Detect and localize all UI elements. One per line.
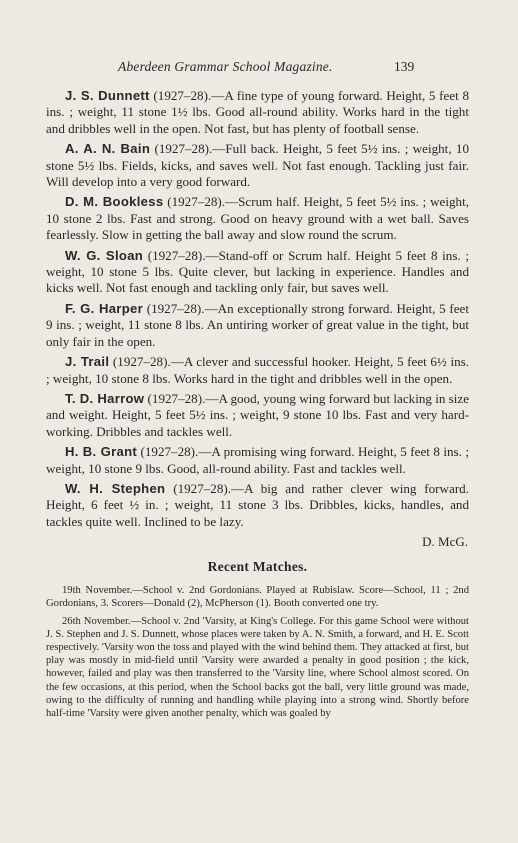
player-description: (1927–28).—Scrum half. Height, 5 feet 5½ ins. ; weight, 10 stone 2 lbs. Fast and strong. Good on heavy ground with a wet ball. Saves fearlessly. Slow in getting the ball away and slow round the scrum. [46,194,469,243]
magazine-title: Aberdeen Grammar School Magazine. [118,59,333,74]
player-entry [46,301,469,350]
player-entry [46,141,469,190]
player-entry [46,391,469,440]
player-name: W. H. Stephen [65,480,166,496]
player-entry [46,88,469,137]
player-entry [46,194,469,243]
player-name: T. D. Harrow [65,390,145,406]
match-reports [46,584,469,720]
player-entry [46,444,469,477]
player-description: (1927–28).—A good, young wing forward but lacking in size and weight. Height, 5 feet 5½ ins. ; weight, 9 stone 10 lbs. Fast and very hard-working. Dribbles and tackles well. [46,390,470,439]
player-description: (1927–28).—A big and rather clever wing forward. Height, 6 feet ½ in. ; weight, 11 stone 3 lbs. Dribbles, kicks, handles, and tackles quite well. Inclined to be lazy. [46,480,469,529]
player-description: (1927–28).—A fine type of young forward. Height, 5 feet 8 ins. ; weight, 11 stone 1½ lbs. Good all-round ability. Works hard in the tight and dribbles well in the open. Not fast, but has plenty of football sense. [46,88,469,136]
section-heading: Recent Matches. [207,559,308,575]
match-report: 26th November.—School v. 2nd 'Varsity, at King's College. For this game School were without J. S. Stephen and J. S. Dunnett, whose places were taken by A. N. Smith, a forward, and H. E. Scott respectively. 'Varsity won the toss and played with the wind behind them. They attacked at first, but play was mostly in mid-field until 'Varsity were awarded a penalty in good position ; the kick, however, failed and play was then transferred to the 'Varsity line, where School almost scored. On the few occasions, at this period, when the School backs got the ball, very little ground was made, owing to the difficulty of running and handling while playing into a strong wind. Shortly before half-time 'Varsity were given another penalty, which was goaled by [46,615,469,719]
player-description: (1927–28).—Full back. Height, 5 feet 5½ ins. ; weight, 10 stone 5½ lbs. Fields, kicks, and saves well. Not fast enough. Tackling just fair. Will develop into a very good forward. [46,141,470,190]
player-name: J. S. Dunnett [65,88,150,103]
player-name: D. M. Bookless [65,194,164,210]
player-description: (1927–28).—A clever and successful hooker. Height, 5 feet 6½ ins. ; weight, 10 stone 8 lbs. Works hard in the tight and dribbles well in the open. [46,354,469,386]
player-description: (1927–28).—An exceptionally strong forward. Height, 5 feet 9 ins. ; weight, 11 stone 8 lbs. An untiring worker of great value in the tight, but only fair in the open. [46,300,469,349]
player-entry [46,248,469,297]
match-report: 19th November.—School v. 2nd Gordonians. Played at Rubislaw. Score—School, 11 ; 2nd Gordonians, 3. Scorers—Donald (2), McPherson (1). Booth converted one try. [46,585,469,610]
author-signature: D. McG. [422,534,468,550]
player-description: (1927–28).—Stand-off or Scrum half. Height 5 feet 8 ins. ; weight, 10 stone 5 lbs. Quite clever, but lacking in experience. Handles and kicks well. Not fast enough and tackling only fair, but saves well. [46,247,469,296]
player-profiles [46,88,469,530]
player-entry [46,354,469,387]
player-name: H. B. Grant [65,444,138,460]
page-number: 139 [394,59,415,74]
player-name: W. G. Sloan [65,247,144,263]
running-header [0,59,518,79]
player-description: (1927–28).—A promising wing forward. Height, 5 feet 8 ins. ; weight, 10 stone 9 lbs. Good, all-round ability. Fast and tackles well. [46,444,469,476]
player-entry [46,481,469,530]
page-body [46,88,469,724]
player-name: A. A. N. Bain [65,141,151,157]
player-name: F. G. Harper [65,300,143,316]
player-name: J. Trail [65,354,110,370]
